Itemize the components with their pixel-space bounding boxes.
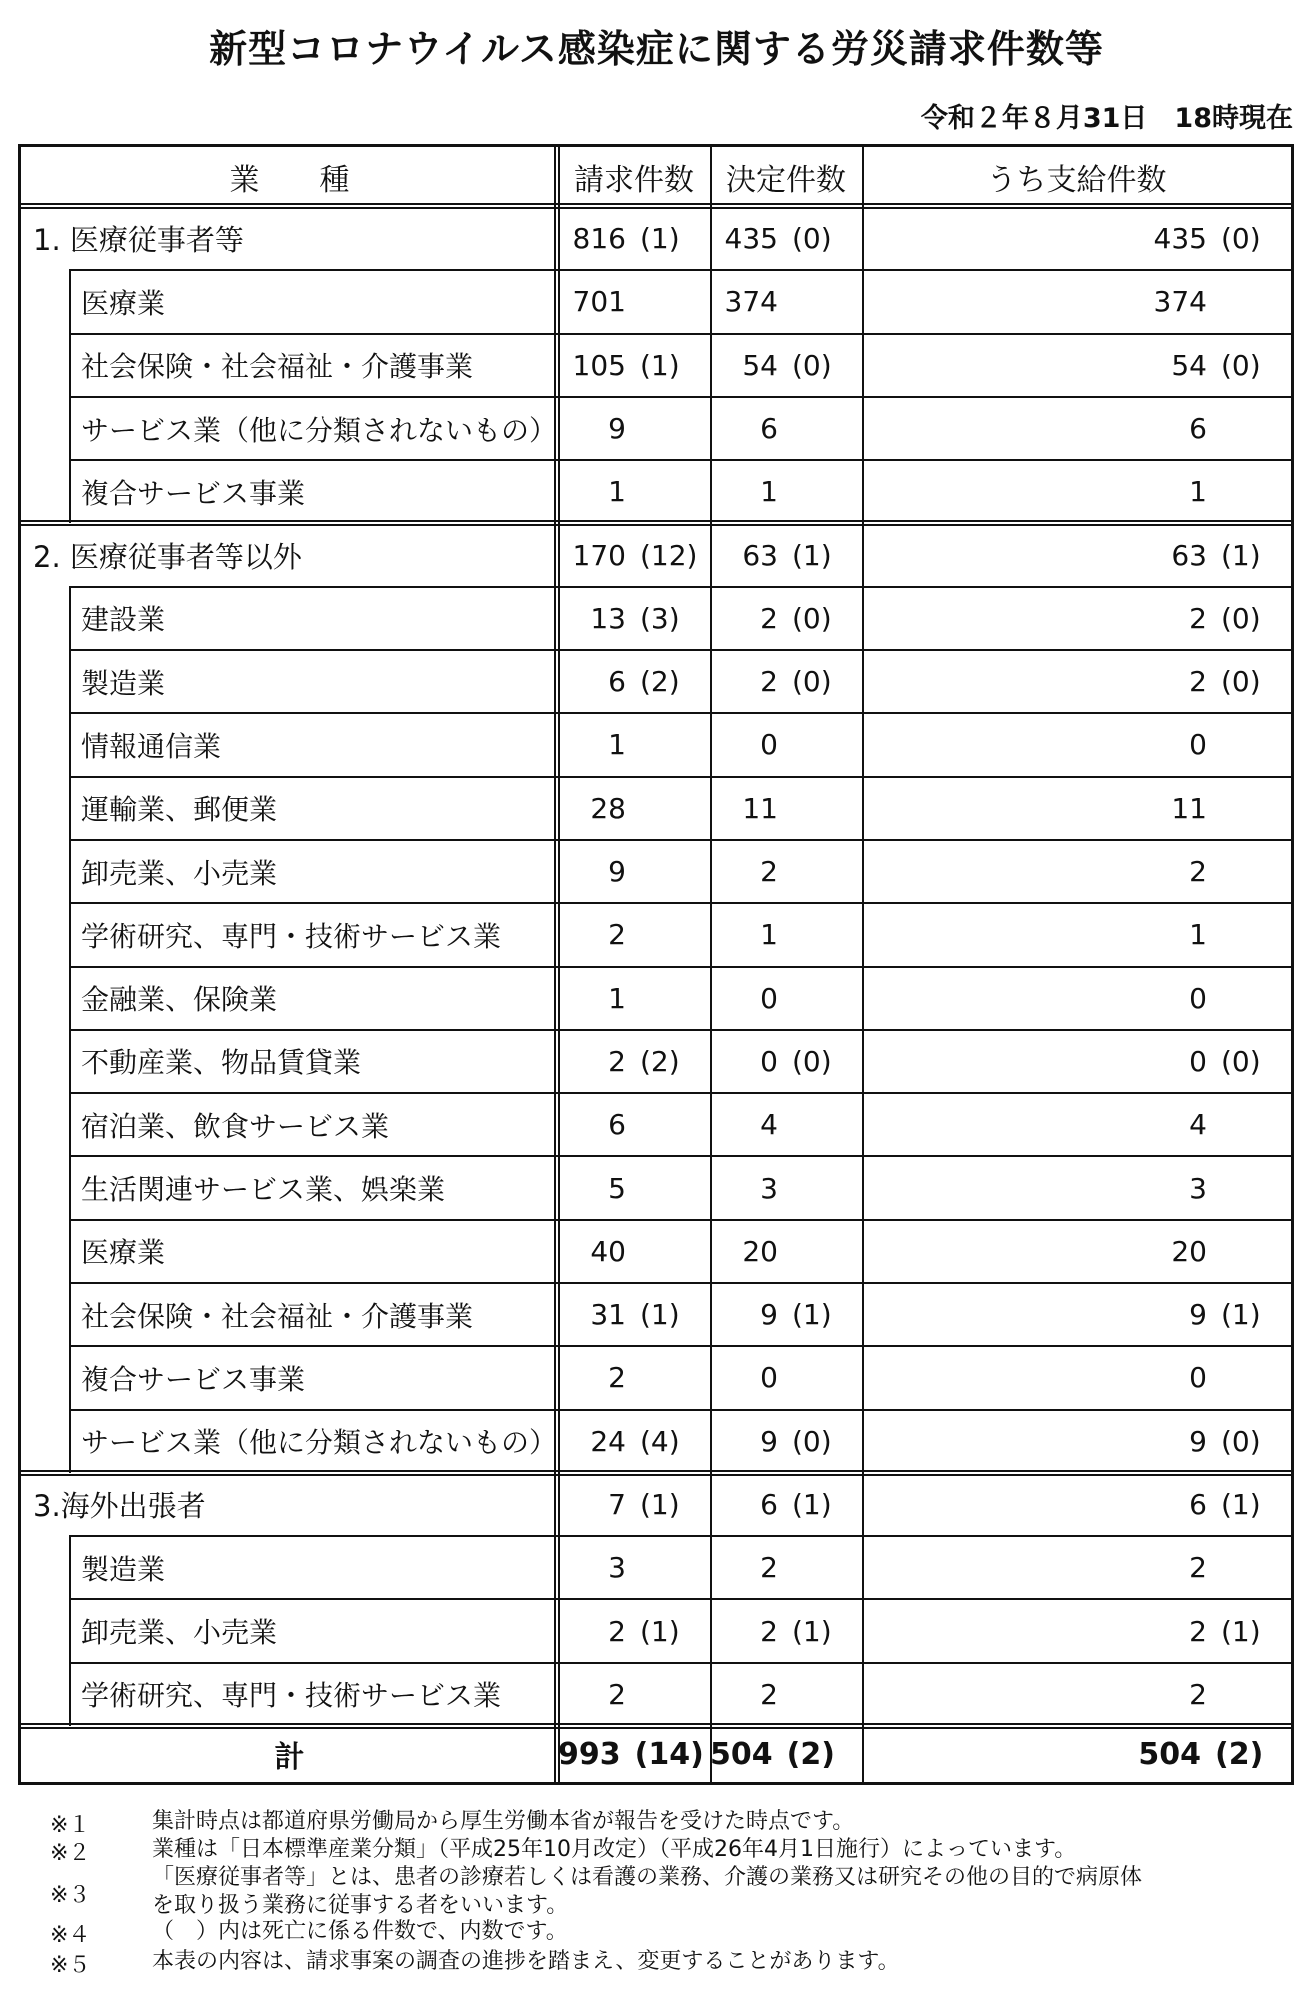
claims-value [558,777,710,840]
claims-deaths: (1) [640,1298,680,1332]
indent-line [69,840,71,903]
page-title: 新型コロナウイルス感染症に関する労災請求件数等 [209,27,1104,71]
table-row [21,397,1291,460]
claims-count: 31 [590,1298,626,1332]
claims-count: 9 [608,855,626,889]
decided-count: 0 [760,981,778,1015]
paid-deaths: (1) [1221,538,1261,572]
table-header [21,147,1291,207]
decided-count: 2 [760,601,778,635]
indent-line [69,1410,71,1473]
table-row [21,1093,1291,1156]
footnote-mark: ※３ [50,1883,91,1908]
paid-count: 0 [1189,1361,1207,1395]
claims-deaths: (14) [634,1736,704,1772]
paid-count: 54 [1171,348,1207,382]
paid-count: 63 [1171,538,1207,572]
decided-value [710,1220,862,1283]
indent-line [69,1030,71,1093]
claims-count: 105 [572,348,626,382]
footnote-mark: ※２ [50,1841,91,1866]
industry-label: 運輸業、郵便業 [81,793,278,827]
decided-count: 6 [760,412,778,446]
table-row [21,1220,1291,1283]
claims-count: 24 [590,1424,626,1458]
paid-value [862,397,1291,460]
table-row [21,1346,1291,1409]
paid-deaths: (1) [1221,1298,1261,1332]
decided-count: 9 [760,1298,778,1332]
industry-label: 情報通信業 [81,729,222,763]
table-row [21,840,1291,903]
table-row [21,967,1291,1030]
claims-count: 816 [572,222,626,256]
claims-value [558,967,710,1030]
decided-count: 2 [760,855,778,889]
claims-count: 9 [608,412,626,446]
decided-value [710,1536,862,1599]
indent-line [69,1283,71,1346]
indent-line [69,1156,71,1219]
claims-value [558,460,710,523]
decided-deaths: (0) [792,1044,832,1078]
category-row [21,523,1291,586]
as-of-date: 令和２年８月31日 18時現在 [920,103,1293,134]
footnote-text: 本表の内容は、請求事案の調査の進捗を踏まえ、変更することがあります。 [152,1949,900,1974]
industry-label: サービス業（他に分類されないもの） [81,1426,558,1460]
category-row [21,1473,1291,1536]
header-decided: 決定件数 [726,163,846,198]
paid-value [862,713,1291,776]
industry-label: 製造業 [81,666,166,700]
decided-count: 435 [724,222,778,256]
claims-deaths: (2) [640,1044,680,1078]
claims-value [558,270,710,333]
industry-label: 3.海外出張者 [33,1488,206,1523]
industry-label: 1. 医療従事者等 [33,223,244,258]
decided-value [710,967,862,1030]
decided-deaths: (1) [792,538,832,572]
decided-deaths: (0) [792,348,832,382]
claims-value [558,1283,710,1346]
claims-value [558,1410,710,1473]
industry-label: 医療業 [81,1236,166,1270]
decided-count: 2 [760,1614,778,1648]
paid-value [862,1410,1291,1473]
table-row [21,1536,1291,1599]
footnote-mark: ※４ [50,1923,91,1948]
indent-line [69,397,71,460]
claims-count: 28 [590,791,626,825]
industry-label: 製造業 [81,1552,166,1586]
paid-deaths: (0) [1221,665,1261,699]
paid-deaths: (1) [1221,1614,1261,1648]
decided-deaths: (0) [792,1424,832,1458]
col-line-c [862,147,864,1782]
paid-count: 2 [1189,1614,1207,1648]
decided-deaths: (1) [792,1614,832,1648]
paid-value [862,1599,1291,1662]
decided-value [710,903,862,966]
indent-line [69,1663,71,1726]
table-row [21,713,1291,776]
table-row [21,1663,1291,1726]
paid-value [862,207,1291,270]
decided-value [710,650,862,713]
claims-deaths: (12) [640,538,698,572]
decided-count: 9 [760,1424,778,1458]
indent-line [69,1346,71,1409]
paid-count: 3 [1189,1171,1207,1205]
paid-count: 2 [1189,1677,1207,1711]
paid-value [862,1220,1291,1283]
industry-label: 医療業 [81,286,166,320]
col-line-a2 [554,147,556,1782]
claims-count: 13 [590,601,626,635]
table-row [21,270,1291,333]
paid-deaths: (2) [1215,1736,1264,1772]
paid-value [862,1093,1291,1156]
industry-label: 学術研究、専門・技術サービス業 [81,1679,502,1713]
claims-value [558,1156,710,1219]
claims-table [18,144,1294,1785]
claims-value [558,1346,710,1409]
paid-deaths: (0) [1221,601,1261,635]
industry-label: 金融業、保険業 [81,983,278,1017]
industry-label: 2. 医療従事者等以外 [33,539,302,574]
claims-deaths: (2) [640,665,680,699]
claims-value [558,840,710,903]
decided-deaths: (0) [792,601,832,635]
decided-value [710,1473,862,1536]
paid-value [862,587,1291,650]
decided-count: 374 [724,285,778,319]
decided-count: 2 [760,665,778,699]
decided-value [710,1156,862,1219]
decided-value [710,523,862,586]
claims-count: 6 [608,665,626,699]
paid-value [862,460,1291,523]
table-row [21,1283,1291,1346]
paid-count: 2 [1189,1551,1207,1585]
total-row [21,1726,1291,1782]
decided-count: 2 [760,1551,778,1585]
decided-value [710,713,862,776]
claims-count: 2 [608,1614,626,1648]
paid-count: 435 [1153,222,1207,256]
industry-label: 複合サービス事業 [81,1362,306,1396]
industry-label: サービス業（他に分類されないもの） [81,413,558,447]
paid-deaths: (1) [1221,1487,1261,1521]
paid-count: 2 [1189,601,1207,635]
decided-count: 0 [760,1044,778,1078]
decided-value [710,397,862,460]
header-claims: 請求件数 [574,163,694,198]
paid-count: 9 [1189,1424,1207,1458]
footnote-mark: ※５ [50,1953,91,1978]
decided-count: 4 [760,1108,778,1142]
claims-value [558,903,710,966]
industry-label: 社会保険・社会福祉・介護事業 [81,350,474,384]
paid-value [862,1346,1291,1409]
decided-deaths: (1) [792,1487,832,1521]
claims-count: 3 [608,1551,626,1585]
paid-value [862,840,1291,903]
table-row [21,334,1291,397]
header-paid: うち支給件数 [986,163,1167,198]
paid-deaths: (0) [1221,348,1261,382]
paid-count: 0 [1189,1044,1207,1078]
footnote-mark: ※１ [50,1813,91,1838]
claims-deaths: (1) [640,1614,680,1648]
decided-value [710,1726,862,1782]
decided-count: 6 [760,1487,778,1521]
paid-count: 4 [1189,1108,1207,1142]
decided-value [710,1663,862,1726]
table-row [21,777,1291,840]
indent-line [69,334,71,397]
indent-line [69,1093,71,1156]
decided-count: 0 [760,728,778,762]
footnote-text: 業種は「日本標準産業分類」（平成25年10月改定）（平成26年4月1日施行）によっています。 [152,1837,1077,1862]
category-row [21,207,1291,270]
paid-count: 20 [1171,1234,1207,1268]
claims-deaths: (1) [640,1487,680,1521]
table-row [21,1599,1291,1662]
claims-value [558,523,710,586]
paid-value [862,1030,1291,1093]
decided-value [710,587,862,650]
col-line-a [558,147,560,1782]
decided-value [710,1346,862,1409]
decided-deaths: (1) [792,1298,832,1332]
claims-count: 2 [608,1677,626,1711]
claims-count: 7 [608,1487,626,1521]
industry-label: 不動産業、物品賃貸業 [81,1046,362,1080]
paid-count: 504 [1138,1736,1201,1772]
indent-line [69,650,71,713]
col-line-b [710,147,712,1782]
decided-value [710,1599,862,1662]
claims-deaths: (1) [640,348,680,382]
claims-count: 1 [608,981,626,1015]
decided-value [710,1410,862,1473]
industry-label: 卸売業、小売業 [81,856,278,890]
claims-value [558,207,710,270]
claims-count: 6 [608,1108,626,1142]
claims-count: 1 [608,475,626,509]
paid-value [862,967,1291,1030]
decided-count: 504 [710,1736,773,1772]
decided-value [710,207,862,270]
claims-value [558,1663,710,1726]
claims-value [558,1726,710,1782]
claims-value [558,334,710,397]
paid-count: 1 [1189,918,1207,952]
claims-count: 5 [608,1171,626,1205]
claims-deaths: (4) [640,1424,680,1458]
paid-deaths: (0) [1221,222,1261,256]
industry-label: 複合サービス事業 [81,476,306,510]
footnote-text: （ ）内は死亡に係る件数で、内数です。 [152,1919,568,1944]
indent-line [69,1599,71,1662]
claims-count: 1 [608,728,626,762]
claims-value [558,1093,710,1156]
claims-count: 2 [608,918,626,952]
decided-count: 54 [742,348,778,382]
footnote-text: 集計時点は都道府県労働局から厚生労働本省が報告を受けた時点です。 [152,1809,855,1834]
paid-value [862,1663,1291,1726]
paid-count: 0 [1189,728,1207,762]
decided-value [710,1030,862,1093]
paid-count: 1 [1189,475,1207,509]
paid-value [862,650,1291,713]
paid-value [862,903,1291,966]
table-row [21,1030,1291,1093]
claims-value [558,1599,710,1662]
indent-line [69,777,71,840]
indent-line [69,460,71,523]
decided-deaths: (0) [792,665,832,699]
indent-line [69,713,71,776]
industry-label: 建設業 [81,603,166,637]
paid-deaths: (0) [1221,1424,1261,1458]
claims-deaths: (3) [640,601,680,635]
paid-count: 9 [1189,1298,1207,1332]
paid-value [862,1726,1291,1782]
claims-count: 2 [608,1361,626,1395]
paid-count: 11 [1171,791,1207,825]
claims-count: 993 [558,1736,621,1772]
industry-label: 宿泊業、飲食サービス業 [81,1109,390,1143]
decided-count: 20 [742,1234,778,1268]
decided-count: 0 [760,1361,778,1395]
claims-deaths: (1) [640,222,680,256]
indent-line [69,270,71,333]
paid-count: 6 [1189,1487,1207,1521]
claims-value [558,713,710,776]
claims-count: 170 [572,538,626,572]
paid-count: 0 [1189,981,1207,1015]
industry-label: 学術研究、専門・技術サービス業 [81,919,502,953]
decided-value [710,1093,862,1156]
indent-line [69,587,71,650]
claims-count: 2 [608,1044,626,1078]
paid-value [862,1536,1291,1599]
paid-value [862,270,1291,333]
indent-line [69,1536,71,1599]
paid-count: 6 [1189,412,1207,446]
industry-label: 生活関連サービス業、娯楽業 [81,1173,446,1207]
paid-value [862,777,1291,840]
decided-count: 2 [760,1677,778,1711]
table-row [21,1156,1291,1219]
table-row [21,903,1291,966]
paid-value [862,523,1291,586]
claims-value [558,1030,710,1093]
industry-label: 卸売業、小売業 [81,1616,278,1650]
paid-value [862,1473,1291,1536]
indent-line [69,967,71,1030]
header-industry: 業 種 [229,163,350,198]
paid-count: 2 [1189,665,1207,699]
decided-deaths: (0) [792,222,832,256]
decided-count: 1 [760,918,778,952]
total-label: 計 [274,1740,305,1775]
decided-value [710,777,862,840]
table-row [21,650,1291,713]
decided-value [710,1283,862,1346]
decided-value [710,840,862,903]
table-row [21,587,1291,650]
claims-value [558,1536,710,1599]
claims-value [558,1220,710,1283]
decided-value [710,334,862,397]
indent-line [69,903,71,966]
claims-count: 701 [572,285,626,319]
decided-deaths: (2) [786,1736,835,1772]
paid-deaths: (0) [1221,1044,1261,1078]
paid-count: 374 [1153,285,1207,319]
claims-count: 40 [590,1234,626,1268]
decided-count: 3 [760,1171,778,1205]
decided-count: 63 [742,538,778,572]
decided-value [710,270,862,333]
industry-label: 社会保険・社会福祉・介護事業 [81,1299,474,1333]
claims-value [558,587,710,650]
paid-value [862,1156,1291,1219]
paid-value [862,334,1291,397]
paid-count: 2 [1189,855,1207,889]
decided-count: 11 [742,791,778,825]
decided-value [710,460,862,523]
table-row [21,1410,1291,1473]
table-row [21,460,1291,523]
paid-value [862,1283,1291,1346]
indent-line [69,1220,71,1283]
claims-value [558,1473,710,1536]
decided-count: 1 [760,475,778,509]
claims-value [558,397,710,460]
footnote-text: 「医療従事者等」とは、患者の診療若しくは看護の業務、介護の業務又は研究その他の目的で病原体を取り扱う業務に従事する者をいいます。 [152,1865,1143,1918]
claims-value [558,650,710,713]
